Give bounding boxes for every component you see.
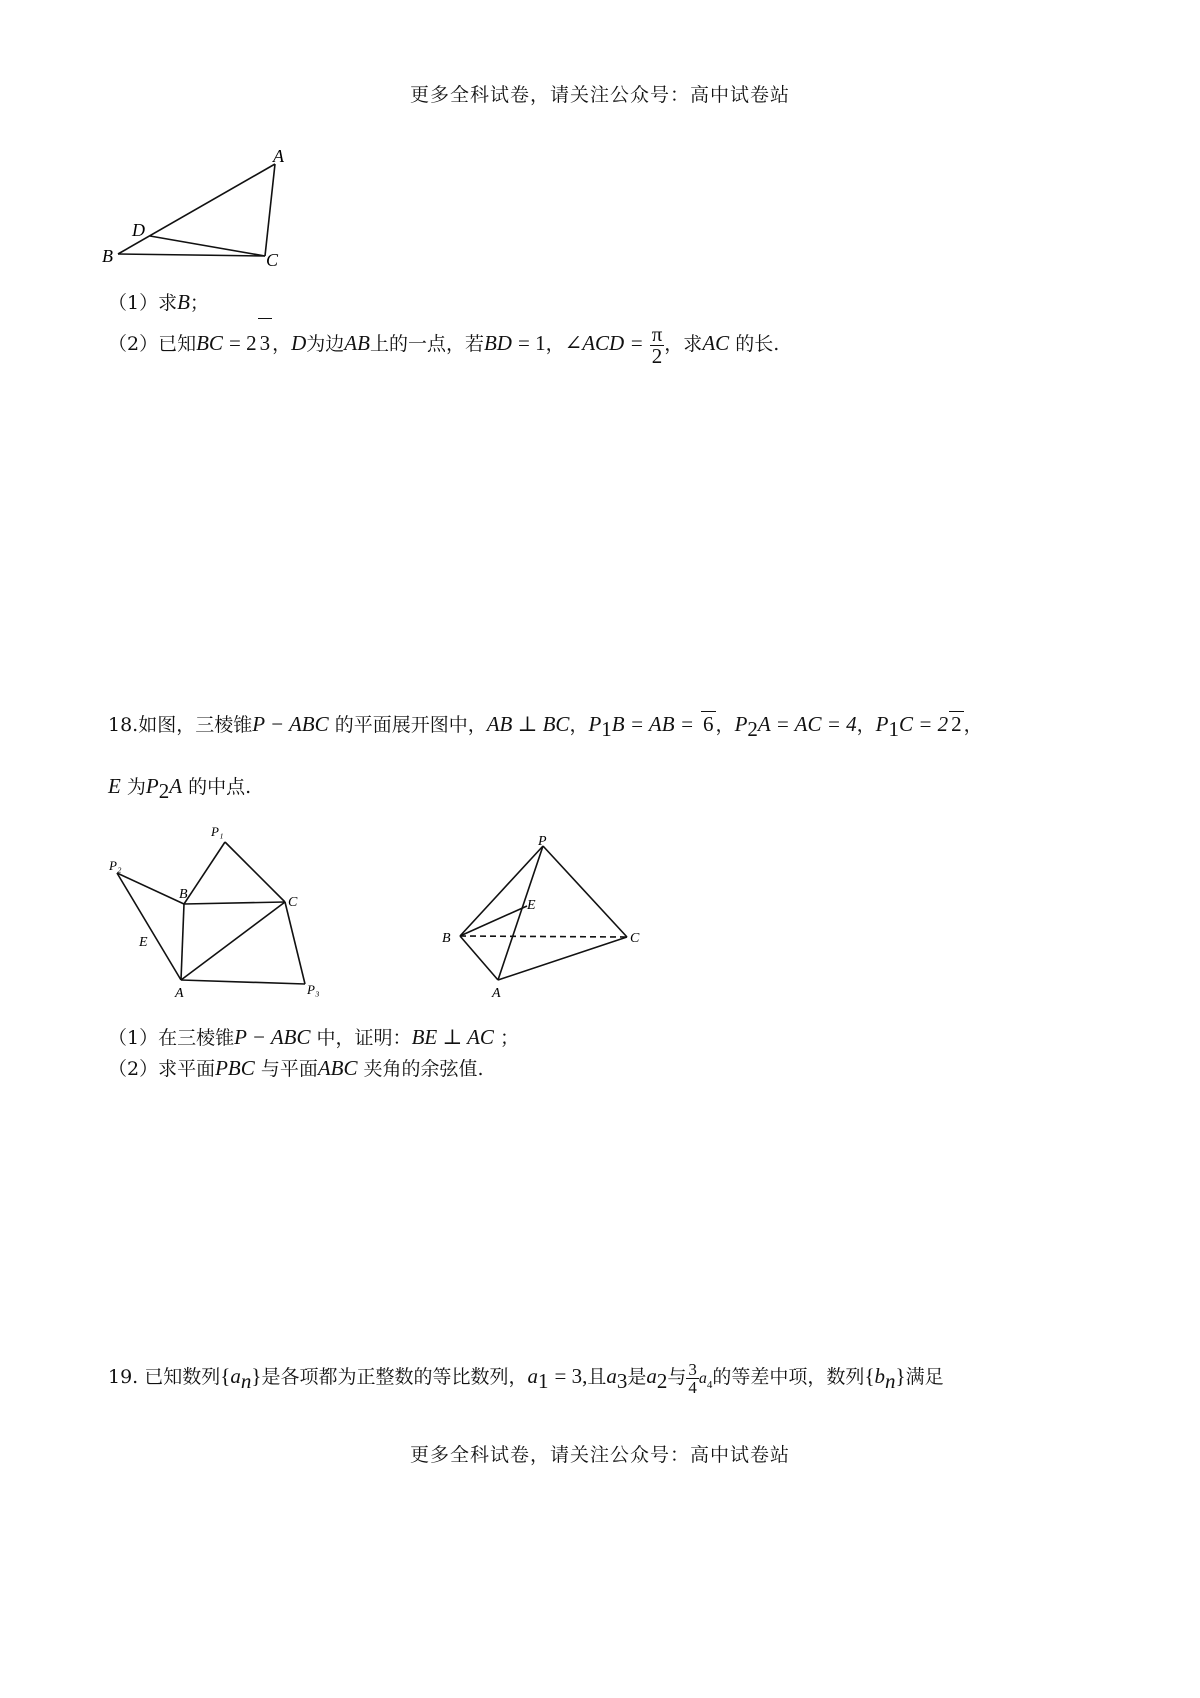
q18-line2-text-1: 为 [126, 776, 146, 798]
segment-ba [118, 164, 275, 254]
q17-part1-var: B [177, 290, 190, 314]
solid-a-c [498, 937, 627, 980]
q18-line1 [108, 710, 983, 742]
net-figure [105, 820, 345, 1005]
q17-two: 2 [651, 343, 663, 368]
q18-text-6: ， [963, 714, 983, 736]
q18-line2-a: A [169, 774, 183, 798]
net-a-p3 [181, 980, 305, 984]
net-p2-a [117, 873, 181, 980]
q19-bn-var: b [874, 1364, 886, 1388]
solid-label-c: C [630, 931, 640, 946]
solid-b-e [460, 906, 527, 936]
q19-four: 4 [688, 1377, 697, 1397]
q18-part1-mid: 中，证明： [316, 1027, 412, 1049]
q18-part1-prefix: （1）在三棱锥 [108, 1027, 235, 1049]
q19-text-3: 且 [587, 1366, 607, 1388]
q18-e: E [108, 774, 121, 798]
q19-a1-sub: 1 [537, 1368, 549, 1393]
q18-part1 [108, 1023, 519, 1050]
q18-pabc: P − ABC [252, 712, 329, 736]
q18-p2a-sub: 2 [747, 716, 758, 741]
q17-text-3: 上的一点，若 [369, 333, 484, 355]
solid-b-c-hidden [460, 936, 627, 937]
q18-p1c-sub: 1 [888, 716, 899, 741]
q17-text-4: ， [545, 333, 565, 355]
q18-perp: AB ⊥ BC [486, 712, 570, 736]
q18-text-1: 如图，三棱锥 [138, 714, 253, 736]
q19-a3-sub: 3 [616, 1368, 628, 1393]
q18-p1b-p: P [588, 712, 602, 736]
q17-ab: AB [344, 331, 370, 355]
triangle-abc-figure [100, 150, 330, 285]
q18-line2-text-2: 的中点. [188, 776, 252, 798]
solid-p-b [460, 846, 543, 936]
q18-p2a-rest: A = AC = 4 [757, 712, 857, 736]
q17-text-6: 的长. [735, 333, 780, 355]
q18-line2-p: P [145, 774, 159, 798]
page-header: 更多全科试卷，请关注公众号：高中试卷站 [409, 84, 790, 106]
solid-p-a [498, 846, 543, 980]
net-label-p3: P₃ [307, 982, 320, 997]
q19-a3: a [606, 1364, 617, 1388]
q17-part1-suffix: ； [189, 292, 209, 314]
q17-pi-over-2 [650, 321, 665, 368]
q18-part2-prefix: （2）求平面 [108, 1058, 216, 1080]
q19-a2: a [646, 1364, 657, 1388]
q17-part1 [108, 288, 209, 315]
q18-number: 18. [108, 714, 139, 736]
q18-text-4: ， [715, 714, 735, 736]
q18-part2-pbc: PBC [215, 1056, 255, 1080]
solid-label-p: P [538, 834, 547, 849]
q17-pi: π [651, 321, 663, 346]
q18-part2-suffix: 夹角的余弦值. [363, 1058, 484, 1080]
q19-a2-sub: 2 [656, 1368, 668, 1393]
q17-bd: BD [483, 331, 512, 355]
label-c: C [266, 250, 279, 270]
q19-a4-sub: 4 [706, 1378, 713, 1391]
segment-bc [118, 254, 265, 256]
segment-dc [150, 236, 265, 256]
q17-bd-eq: = 1 [518, 331, 546, 355]
q19-a1-eq: = 3, [554, 1364, 588, 1388]
q17-text-5: ，求 [664, 333, 703, 355]
q17-part1-prefix: （1）求 [108, 292, 178, 314]
solid-label-a: A [492, 986, 501, 1001]
q18-root6: 6 [703, 712, 714, 736]
q18-part2-abc: ABC [317, 1056, 358, 1080]
q19-text-4: 是 [627, 1366, 647, 1388]
net-label-p1: P₁ [211, 824, 224, 839]
q18-p1b-rest: B = AB = [611, 712, 694, 736]
label-d: D [132, 220, 145, 240]
page-footer: 更多全科试卷，请关注公众号：高中试卷站 [409, 1444, 790, 1466]
label-b: B [102, 246, 113, 266]
net-label-c: C [288, 895, 298, 910]
q19-number: 19. [108, 1366, 139, 1388]
q17-text-2: 为边 [306, 333, 345, 355]
net-a-c [181, 902, 285, 980]
net-label-a: A [175, 986, 184, 1001]
q18-text-2: 的平面展开图中， [334, 714, 487, 736]
q18-root2: 2 [951, 712, 962, 736]
pyramid-figure [440, 830, 655, 1005]
q17-bc-eq: = 2 [228, 331, 257, 355]
net-c-p3 [285, 902, 305, 984]
q19-bn-open-brace: { [864, 1364, 875, 1388]
q19-text-2: 是各项都为正整数的等比数列， [261, 1366, 528, 1388]
q18-p2a-p: P [734, 712, 748, 736]
q19-an-open-brace: { [220, 1364, 231, 1388]
solid-label-e: E [527, 898, 536, 913]
label-a: A [273, 150, 284, 166]
q17-angle: ∠ACD = [564, 331, 644, 355]
q18-part2-mid: 与平面 [260, 1058, 318, 1080]
q17-bc: BC [196, 331, 223, 355]
q18-text-3: ， [569, 714, 589, 736]
q18-p1c-p: P [875, 712, 889, 736]
q18-p1c-rest: C = 2 [898, 712, 949, 736]
q19-line1 [108, 1352, 944, 1409]
q17-bc-root: 3 [258, 318, 273, 367]
q18-part1-stmt: BE ⊥ AC [411, 1025, 494, 1049]
segment-ac [265, 164, 275, 256]
q17-part2-prefix: （2）已知 [108, 333, 197, 355]
q18-p1b-sub: 1 [601, 716, 612, 741]
q19-text-1: 已知数列 [144, 1366, 221, 1388]
net-label-b: B [179, 887, 188, 902]
q19-a4: a [698, 1370, 707, 1387]
net-label-p2: P₂ [109, 858, 122, 873]
q18-line2 [108, 772, 251, 804]
solid-label-b: B [442, 931, 451, 946]
net-b-a [181, 904, 184, 980]
q18-part1-suffix: ； [499, 1027, 519, 1049]
q18-part1-pabc: P − ABC [234, 1025, 311, 1049]
q18-text-5: ， [856, 714, 876, 736]
q19-bn-sub: n [885, 1368, 896, 1393]
q18-line2-sub: 2 [158, 778, 170, 803]
q17-part2 [108, 318, 779, 368]
q19-text-7: 满足 [905, 1366, 944, 1388]
net-p1-c [225, 842, 285, 902]
q19-an-var: a [230, 1364, 241, 1388]
net-b-c [184, 902, 285, 904]
q19-an-close-brace: } [251, 1364, 262, 1388]
q17-ac: AC [702, 331, 730, 355]
q18-part2 [108, 1054, 484, 1081]
q19-an-sub: n [240, 1368, 252, 1393]
q19-three-quarters [686, 1361, 699, 1396]
q19-bn-close-brace: } [895, 1364, 906, 1388]
q19-three: 3 [688, 1359, 697, 1379]
q19-text-5: 与 [667, 1366, 687, 1388]
q17-text-1: ， [272, 333, 292, 355]
q19-a1: a [527, 1364, 538, 1388]
net-b-p1 [184, 842, 225, 904]
q17-d: D [291, 331, 307, 355]
solid-p-c [543, 846, 627, 937]
q19-text-6: 的等差中项，数列 [712, 1366, 865, 1388]
solid-b-a [460, 936, 498, 980]
net-label-e: E [139, 935, 148, 950]
